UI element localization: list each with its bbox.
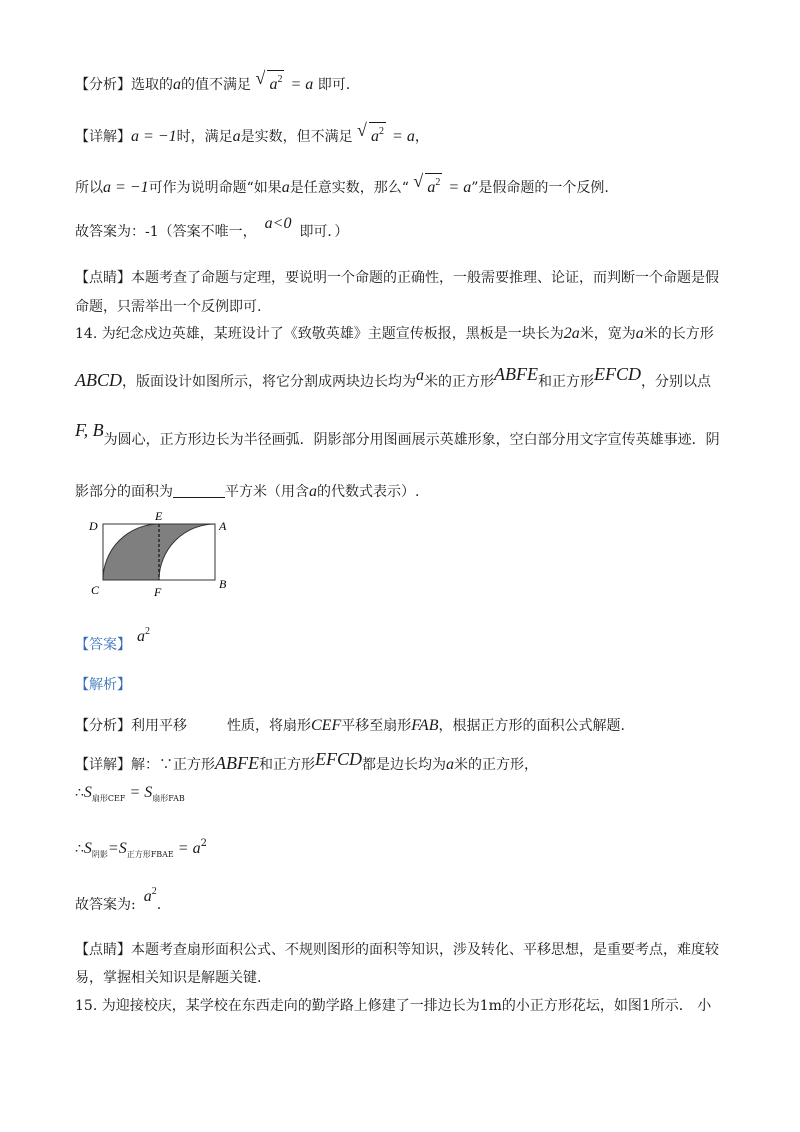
- label-d: D: [89, 519, 98, 533]
- label-e: E: [155, 509, 163, 523]
- answer-blank: [173, 483, 225, 498]
- s1-line-2: 【详解】a = −1时，满足a是实数，但不满足 √ $a^2 = a$，: [75, 122, 429, 147]
- q14-line-2: ABCD，版面设计如图所示，将它分割成两块边长均为a米的正方形ABFE和正方形EFCD，分别以点: [75, 364, 711, 390]
- dianjing-line-2: 易，掌握相关知识是解题关键.: [75, 970, 262, 986]
- label-f: F: [154, 585, 162, 599]
- sqrt-expression: √ $a^2$: [415, 173, 442, 198]
- label-c: C: [91, 583, 100, 597]
- sqrt-expression: √ $a^2$: [359, 122, 386, 147]
- s1-dianjing-line-2: 命题，只需举出一个反例即可.: [75, 299, 262, 315]
- s1-line-4: 故答案为：-1（答案不唯一， a<0 即可．）: [75, 215, 349, 240]
- answer-line: 【答案】 $a^2$: [75, 626, 150, 653]
- analysis-label: 【解析】: [75, 677, 131, 693]
- dianjing-line-1: 【点睛】本题考查扇形面积公式、不规则图形的面积等知识，涉及转化、平移思想，是重要考点，难度较: [75, 942, 719, 958]
- q14-line-1: 14. 为纪念戍边英雄，某班设计了《致敬英雄》主题宣传板报，黑板是一块长为2a米，宽为a米的长方形: [75, 325, 714, 342]
- equation-2: $\therefore S_{阴影}=S_{正方形FBAE} = a^2$: [75, 838, 207, 859]
- label-b: B: [219, 577, 227, 591]
- equation-1: $\therefore S_{扇形CEF} = S_{扇形FAB}$: [75, 784, 185, 803]
- rectangle-figure: [85, 508, 245, 600]
- final-answer-line: 故答案为: $a^2$.: [75, 886, 162, 913]
- q15-line-1: 15. 为迎接校庆，某学校在东西走向的勤学路上修建了一排边长为1m的小正方形花坛，如图1所示． 小: [75, 998, 712, 1014]
- q14-line-4: 影部分的面积为 平方米（用含a的代数式表示）.: [75, 483, 420, 500]
- xiangjie-line: 【详解】解：∵正方形ABFE和正方形EFCD都是边长均为a米的正方形，: [75, 749, 538, 773]
- q14-line-3: F, B为圆心，正方形边长为半径画弧．阴影部分用图画展示英雄形象，空白部分用文字宣传英雄事迹．阴: [75, 420, 720, 448]
- sqrt-expression: √ $a^2$: [257, 70, 284, 95]
- label-a: A: [219, 519, 227, 533]
- s1-line-1: 【分析】选取的a的值不满足 √ $a^2 = a$ 即可.: [75, 70, 350, 95]
- fenxi-line: 【分析】利用平移 性质，将扇形CEF平移至扇形FAB，根据正方形的面积公式解题.: [75, 717, 625, 734]
- s1-dianjing-line-1: 【点睛】本题考查了命题与定理，要说明一个命题的正确性，一般需要推理、论证，而判断一个命题是假: [75, 270, 719, 286]
- s1-line-3: 所以a = −1可作为说明命题“如果a是任意实数，那么“ √ $a^2 = a$”是假命题的一个反例.: [75, 173, 609, 198]
